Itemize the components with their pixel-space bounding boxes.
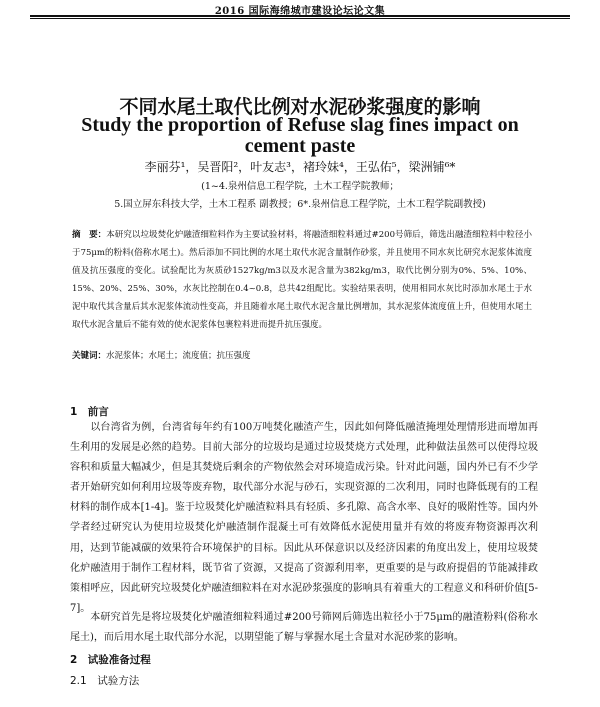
header-rule-thin: [30, 18, 570, 19]
abstract-text: 本研究以垃圾焚化炉融渣细粒料作为主要试验材料，将融渣细粒料通过#200号筛后，筛选出融渣细粒料中粒径小于75μm的粉料(俗称水尾土)。然后添加不同比例的水尾土取代水泥含量制作砂浆，并且使用不同水灰比研究水泥浆体流度值及抗压强度的变化。试验配比为灰质砂1527kg/m3以及水泥含量为382kg/m3，取代比例分别为0%、5%、10%、15%、20%、25%、30%，水灰比控制在0.4~0.8，总共42组配比。实验结果表明，使用相同水灰比时添加水尾土于水泥中取代其含量后其水泥浆体流动性变高，并且随着水尾土取代水泥含量比例增加，其水泥浆体流度值上升，但使用水尾土取代水泥含量后不能有效的使水泥浆体包裹粒料进而提升抗压强度。: [72, 230, 532, 330]
title-english: Study the proportion of Refuse slag fines impact on cement paste: [81, 114, 519, 157]
author-list: 李丽芬¹，吴晋阳²，叶友志³，褚玲妹⁴，王弘佑⁵，梁洲铺⁶*: [144, 160, 456, 174]
section-2-heading: 2 试验准备过程: [70, 654, 151, 666]
paragraph-2-text: 本研究首先是将垃圾焚化炉融渣细粒料通过#200号筛网后筛选出粒径小于75μm的融渣粉料(俗称水尾土)，而后用水尾土取代部分水泥，以期望能了解与掌握水尾土含量对水泥砂浆的影响。: [70, 612, 538, 644]
keywords-label: 关键词：: [72, 351, 107, 361]
affiliation-line-1: (1~4.泉州信息工程学院，土木工程学院教师；: [201, 181, 399, 192]
section-2-1-heading: 2.1 试验方法: [70, 675, 140, 687]
abstract-label: 摘 要：: [72, 230, 107, 240]
header-rule-thick: [30, 15, 570, 17]
section-1-paragraph-1: [70, 418, 538, 619]
keywords: [72, 349, 532, 361]
abstract: [72, 226, 532, 334]
keywords-text: 水泥浆体；水尾土；流度值；抗压强度: [106, 351, 251, 361]
paragraph-1-text: 以台湾省为例，台湾省每年约有100万吨焚化融渣产生，因此如何降低融渣掩埋处理情形进而增加再生利用的发展是必然的趋势。目前大部分的垃圾均是通过垃圾焚烧方式处理，此种做法虽然可以使得垃圾容积和质量大幅减少，但是其焚烧后剩余的产物依然会对环境造成污染。针对此问题，国内外已有不少学者开始研究如何利用垃圾等废弃物，取代部分水泥与砂石，实现资源的二次利用，同时也降低现有的工程材料的制作成本[1-4]。鉴于垃圾焚化炉融渣粒料具有轻质、多孔隙、高含水率、良好的吸附性等。国内外学者经过研究认为使用垃圾焚化炉融渣制作混凝土可有效降低水泥使用量并有效的将废弃物资源再次利用，达到节能减碳的效果符合环境保护的目标。因此从环保意识以及经济因素的角度出发上，使用垃圾焚化炉融渣用于制作工程材料，既节省了资源，又提高了资源利用率，更重要的是与政府提倡的节能减排政策相呼应，因此研究垃圾焚化炉融渣细粒料在对水泥砂浆强度的影响具有着重大的工程意义和科研价值[5-7]。: [70, 422, 538, 614]
title-chinese: 不同水尾土取代比例对水泥砂浆强度的影响: [119, 96, 481, 118]
section-1-paragraph-2: [70, 608, 538, 648]
affiliation-line-2: 5.国立屏东科技大学，土木工程系 副教授；6*.泉州信息工程学院，土木工程学院副教授): [114, 199, 486, 210]
section-1-heading: 1 前言: [70, 406, 109, 418]
running-head: 2016 国际海绵城市建设论坛论文集: [214, 6, 386, 17]
